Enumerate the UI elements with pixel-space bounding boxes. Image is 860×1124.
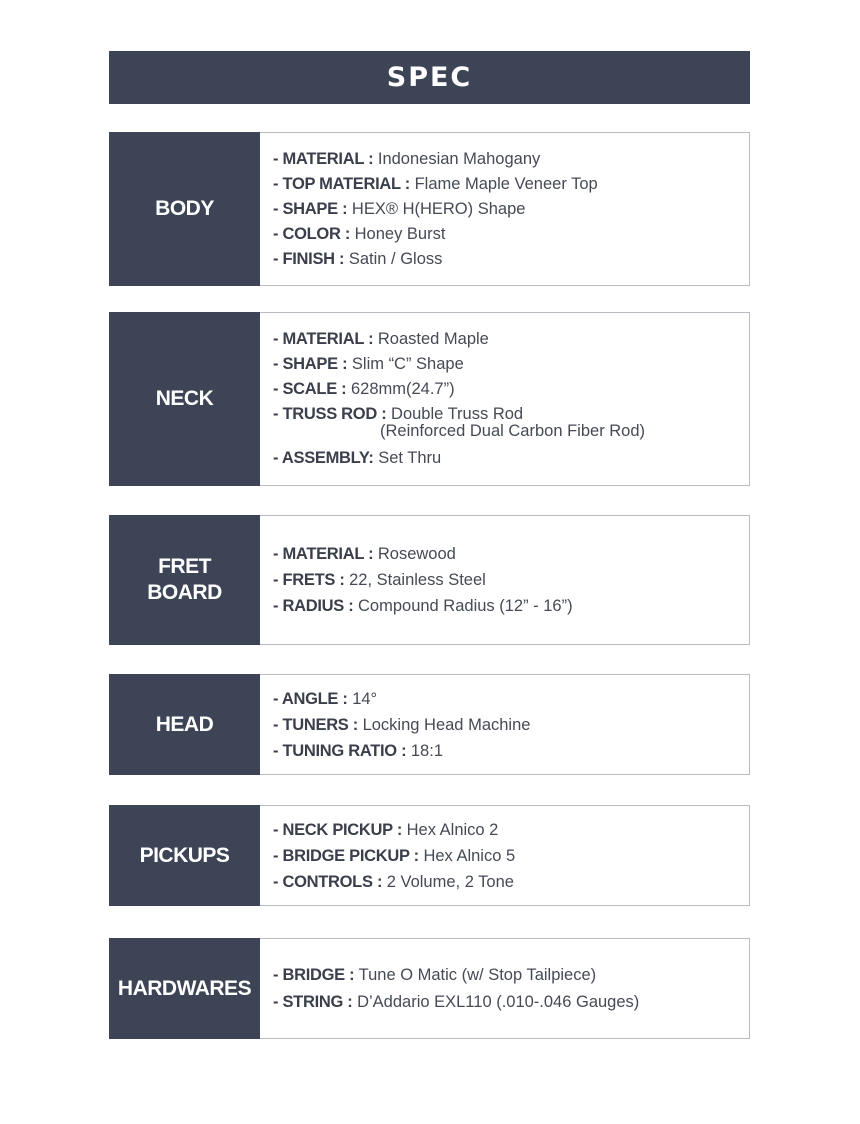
spec-row <box>273 172 749 197</box>
spec-key: - TUNERS : <box>273 715 358 734</box>
spec-row <box>273 327 749 352</box>
spec-value: Hex Alnico 5 <box>418 846 516 865</box>
spec-key: - ASSEMBLY: <box>273 449 374 467</box>
spec-row <box>273 989 749 1016</box>
spec-row <box>273 567 749 593</box>
section-label-line: NECK <box>155 387 214 410</box>
spec-value: Indonesian Mahogany <box>373 149 541 168</box>
spec-key: - MATERIAL : <box>273 149 374 168</box>
spec-row <box>273 843 749 869</box>
section-pickups <box>109 805 750 906</box>
spec-value: Rosewood <box>373 545 456 563</box>
spec-key: - SHAPE : <box>273 355 348 373</box>
spec-key: - FRETS : <box>273 571 345 589</box>
spec-row <box>273 352 749 377</box>
section-label <box>109 132 260 286</box>
spec-key: - NECK PICKUP : <box>273 820 403 839</box>
spec-key: - TUNING RATIO : <box>273 741 407 760</box>
spec-value: 628mm(24.7”) <box>346 380 455 398</box>
section-label <box>109 805 260 906</box>
spec-key: - COLOR : <box>273 224 351 243</box>
spec-value: Double Truss Rod <box>386 405 524 423</box>
spec-key: - BRIDGE PICKUP : <box>273 846 419 865</box>
spec-row <box>273 541 749 567</box>
spec-value: Flame Maple Veneer Top <box>409 174 598 193</box>
spec-value: 14° <box>347 689 378 708</box>
spec-value: Roasted Maple <box>373 330 489 348</box>
spec-key: - ANGLE : <box>273 689 348 708</box>
spec-value: 2 Volume, 2 Tone <box>382 872 514 891</box>
spec-row <box>273 197 749 222</box>
spec-key: - SHAPE : <box>273 199 348 218</box>
spec-row <box>273 962 749 989</box>
spec-row <box>273 377 749 402</box>
spec-header <box>109 51 750 104</box>
spec-value: (Reinforced Dual Carbon Fiber Rod) <box>380 422 646 440</box>
section-label-line: HARDWARES <box>117 976 252 1000</box>
section-body <box>109 132 750 286</box>
spec-value: Compound Radius (12” - 16”) <box>353 597 573 615</box>
section-label <box>109 312 260 486</box>
spec-row-continuation <box>273 422 749 441</box>
spec-row <box>273 817 749 843</box>
spec-key: - MATERIAL : <box>273 545 374 563</box>
spec-value: Honey Burst <box>350 224 446 243</box>
spec-row <box>273 446 749 471</box>
spec-row <box>273 686 749 712</box>
section-label-line: BOARD <box>147 581 222 604</box>
spec-key: - TOP MATERIAL : <box>273 174 410 193</box>
spec-key: - BRIDGE : <box>273 965 355 984</box>
spec-value: HEX® H(HERO) Shape <box>347 199 526 218</box>
section-hardwares <box>109 938 750 1039</box>
page-title: SPEC <box>386 62 473 93</box>
section-label-line: HEAD <box>155 712 214 736</box>
section-label-line: BODY <box>155 197 214 220</box>
section-head <box>109 674 750 775</box>
section-label <box>109 938 260 1039</box>
spec-row <box>273 593 749 619</box>
spec-row <box>273 712 749 738</box>
spec-row <box>273 738 749 764</box>
spec-row <box>273 147 749 172</box>
section-label-line: FRET <box>158 555 211 578</box>
spec-value: Slim “C” Shape <box>347 355 464 373</box>
spec-value: 22, Stainless Steel <box>344 571 486 589</box>
section-label-line: PICKUPS <box>139 843 230 867</box>
spec-key: - SCALE : <box>273 380 347 398</box>
spec-value: Set Thru <box>373 449 442 467</box>
spec-key: - RADIUS : <box>273 597 354 615</box>
spec-key: - CONTROLS : <box>273 872 383 891</box>
spec-row <box>273 869 749 895</box>
spec-row <box>273 222 749 247</box>
spec-key: - MATERIAL : <box>273 330 374 348</box>
section-fret-board <box>109 515 750 645</box>
section-spec-list <box>260 939 749 1038</box>
spec-key: - TRUSS ROD : <box>273 405 387 423</box>
section-spec-list <box>260 133 749 285</box>
section-spec-list <box>260 516 749 644</box>
spec-value: Locking Head Machine <box>358 715 531 734</box>
section-label <box>109 674 260 775</box>
spec-value: D’Addario EXL110 (.010-.046 Gauges) <box>352 992 640 1011</box>
spec-value: 18:1 <box>406 741 443 760</box>
section-label <box>109 515 260 645</box>
section-spec-list <box>260 806 749 905</box>
spec-row <box>273 247 749 272</box>
spec-value: Hex Alnico 2 <box>402 820 499 839</box>
spec-key: - FINISH : <box>273 249 345 268</box>
spec-value: Satin / Gloss <box>344 249 443 268</box>
section-spec-list <box>260 313 749 485</box>
spec-key: - STRING : <box>273 992 353 1011</box>
spec-value: Tune O Matic (w/ Stop Tailpiece) <box>354 965 597 984</box>
section-neck <box>109 312 750 486</box>
section-spec-list <box>260 675 749 774</box>
